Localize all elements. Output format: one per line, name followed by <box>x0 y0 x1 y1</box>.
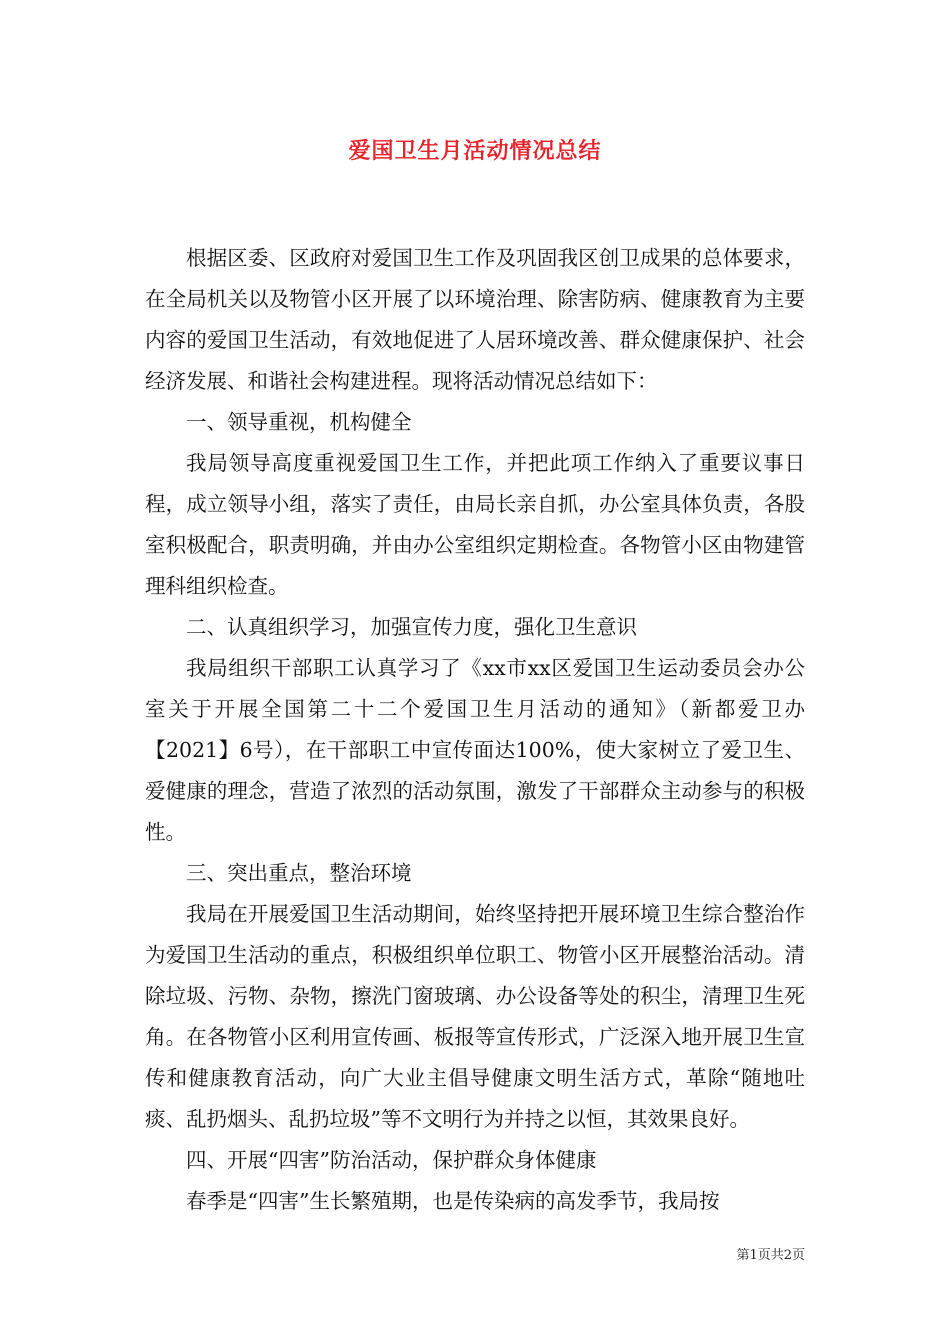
paragraph-section-1: 我局领导高度重视爱国卫生工作，并把此项工作纳入了重要议事日程，成立领导小组，落实了责任，由局长亲自抓，办公室具体负责，各股室积极配合，职责明确，并由办公室组织定期检查。各物管小区由物建管理科组织检查。 <box>145 451 805 598</box>
section-heading-4: 四、开展“四害”防治活动，保护群众身体健康 <box>186 1148 597 1172</box>
section-heading-3: 三、突出重点，整治环境 <box>186 861 412 885</box>
document-title: 爱国卫生月活动情况总结 <box>348 138 602 164</box>
paragraph-intro: 根据区委、区政府对爱国卫生工作及巩固我区创卫成果的总体要求，在全局机关以及物管小区开展了以环境治理、除害防病、健康教育为主要内容的爱国卫生活动，有效地促进了人居环境改善、群众健康保护、社会经济发展、和谐社会构建进程。现将活动情况总结如下： <box>145 246 805 393</box>
paragraph-section-3: 我局在开展爱国卫生活动期间，始终坚持把开展环境卫生综合整治作为爱国卫生活动的重点，积极组织单位职工、物管小区开展整治活动。清除垃圾、污物、杂物，擦洗门窗玻璃、办公设备等处的积尘，清理卫生死角。在各物管小区利用宣传画、板报等宣传形式，广泛深入地开展卫生宣传和健康教育活动，向广大业主倡导健康文明生活方式，革除“随地吐痰、乱扔烟头、乱扔垃圾”等不文明行为并持之以恒，其效果良好。 <box>145 902 805 1131</box>
section-heading-1: 一、领导重视，机构健全 <box>186 410 412 434</box>
paragraph-section-4: 春季是“四害”生长繁殖期，也是传染病的高发季节，我局按 <box>186 1189 720 1213</box>
paragraph-section-2: 我局组织干部职工认真学习了《xx市xx区爱国卫生运动委员会办公室关于开展全国第二十二个爱国卫生月活动的通知》（新都爱卫办【2021】6号），在干部职工中宣传面达100%，使大家树立了爱卫生、爱健康的理念，营造了浓烈的活动氛围，激发了干部群众主动参与的积极性。 <box>145 656 805 844</box>
section-heading-2: 二、认真组织学习，加强宣传力度，强化卫生意识 <box>186 615 637 639</box>
page-number: 第1页共2页 <box>736 1248 805 1263</box>
document-body <box>145 238 805 1222</box>
